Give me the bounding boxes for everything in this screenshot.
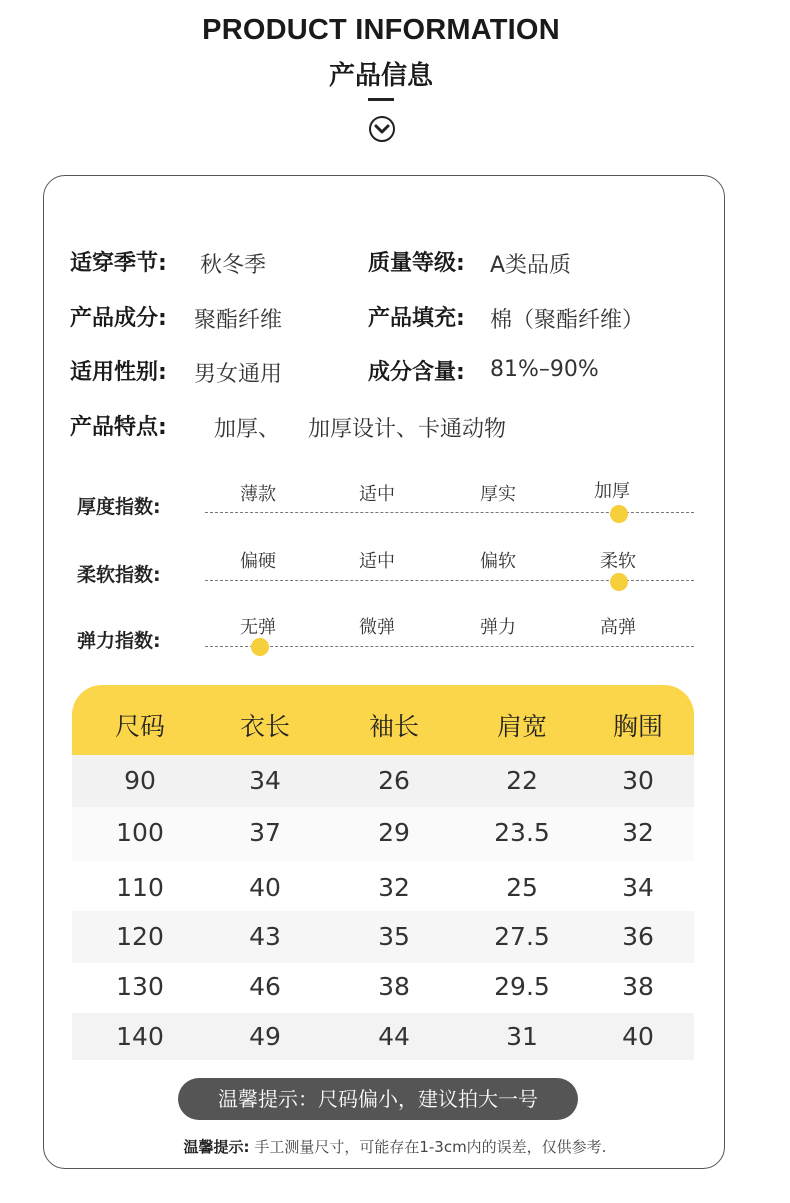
elasticity-option-2: 微弹 bbox=[359, 617, 395, 638]
season-value: 秋冬季 bbox=[200, 253, 267, 278]
header-divider bbox=[368, 98, 394, 101]
header-title-cn: 产品信息 bbox=[328, 61, 433, 91]
table-cell: 40 bbox=[249, 873, 281, 902]
table-cell: 26 bbox=[378, 766, 410, 795]
season-label: 适穿季节: bbox=[70, 251, 167, 276]
table-cell: 37 bbox=[249, 818, 281, 847]
table-cell: 100 bbox=[116, 818, 164, 847]
material-label: 产品成分: bbox=[70, 306, 167, 331]
size-table-header-cell: 胸围 bbox=[612, 712, 663, 741]
size-tip-pill: 温馨提示：尺码偏小，建议拍大一号 bbox=[178, 1078, 578, 1120]
size-table-header-cell: 衣长 bbox=[239, 712, 290, 741]
table-cell: 29.5 bbox=[494, 972, 550, 1001]
table-cell: 110 bbox=[116, 873, 164, 902]
table-cell: 35 bbox=[378, 922, 410, 951]
footnote-text: 手工测量尺寸，可能存在1-3cm内的误差，仅供参考. bbox=[249, 1138, 607, 1156]
softness-scale-marker bbox=[610, 573, 628, 591]
table-cell: 27.5 bbox=[494, 922, 550, 951]
elasticity-option-1: 无弹 bbox=[240, 617, 276, 638]
filling-label: 产品填充: bbox=[368, 306, 465, 331]
feature-value-1: 加厚、 bbox=[214, 417, 281, 442]
table-cell: 46 bbox=[249, 972, 281, 1001]
content-value: 81%–90% bbox=[490, 357, 599, 382]
material-value: 聚酯纤维 bbox=[194, 308, 283, 333]
content-label: 成分含量: bbox=[368, 360, 465, 385]
table-cell: 49 bbox=[249, 1022, 281, 1051]
table-cell: 44 bbox=[378, 1022, 410, 1051]
footnote-label: 温馨提示: bbox=[183, 1138, 250, 1156]
elasticity-option-3: 弹力 bbox=[480, 617, 516, 638]
table-cell: 23.5 bbox=[494, 818, 550, 847]
table-cell: 90 bbox=[124, 766, 156, 795]
table-cell: 25 bbox=[506, 873, 538, 902]
gender-value: 男女通用 bbox=[194, 362, 283, 387]
size-table-header-cell: 肩宽 bbox=[496, 712, 547, 741]
table-cell: 38 bbox=[622, 972, 654, 1001]
table-cell: 29 bbox=[378, 818, 410, 847]
size-table-header-cell: 袖长 bbox=[368, 712, 419, 741]
elasticity-scale-marker bbox=[251, 638, 269, 656]
softness-option-3: 偏软 bbox=[480, 551, 516, 572]
measurement-footnote bbox=[0, 1136, 790, 1157]
elasticity-scale-line bbox=[205, 646, 694, 647]
thickness-scale-label: 厚度指数: bbox=[77, 496, 161, 518]
table-cell: 120 bbox=[116, 922, 164, 951]
elasticity-option-4: 高弹 bbox=[600, 617, 636, 638]
chevron-down-circle-icon bbox=[368, 115, 396, 143]
table-cell: 34 bbox=[249, 766, 281, 795]
thickness-option-1: 薄款 bbox=[240, 484, 276, 505]
table-cell: 22 bbox=[506, 766, 538, 795]
thickness-scale-marker bbox=[610, 505, 628, 523]
size-table-header-cell: 尺码 bbox=[114, 712, 165, 741]
header-title-en: PRODUCT INFORMATION bbox=[202, 14, 560, 46]
table-cell: 32 bbox=[378, 873, 410, 902]
table-cell: 36 bbox=[622, 922, 654, 951]
grade-value: A类品质 bbox=[490, 253, 572, 278]
grade-label: 质量等级: bbox=[368, 251, 465, 276]
table-cell: 130 bbox=[116, 972, 164, 1001]
table-cell: 30 bbox=[622, 766, 654, 795]
table-cell: 34 bbox=[622, 873, 654, 902]
softness-scale-label: 柔软指数: bbox=[77, 564, 161, 586]
softness-option-4: 柔软 bbox=[600, 551, 636, 572]
feature-value-2: 加厚设计、卡通动物 bbox=[308, 417, 507, 442]
thickness-option-4: 加厚 bbox=[594, 481, 630, 502]
table-cell: 43 bbox=[249, 922, 281, 951]
table-cell: 40 bbox=[622, 1022, 654, 1051]
softness-option-1: 偏硬 bbox=[240, 551, 276, 572]
gender-label: 适用性别: bbox=[70, 360, 167, 385]
thickness-option-3: 厚实 bbox=[480, 484, 516, 505]
table-cell: 38 bbox=[378, 972, 410, 1001]
elasticity-scale-label: 弹力指数: bbox=[77, 630, 161, 652]
thickness-option-2: 适中 bbox=[359, 484, 395, 505]
feature-label: 产品特点: bbox=[70, 415, 167, 440]
table-cell: 32 bbox=[622, 818, 654, 847]
softness-option-2: 适中 bbox=[359, 551, 395, 572]
table-cell: 140 bbox=[116, 1022, 164, 1051]
filling-value: 棉（聚酯纤维） bbox=[490, 308, 645, 333]
table-cell: 31 bbox=[506, 1022, 538, 1051]
